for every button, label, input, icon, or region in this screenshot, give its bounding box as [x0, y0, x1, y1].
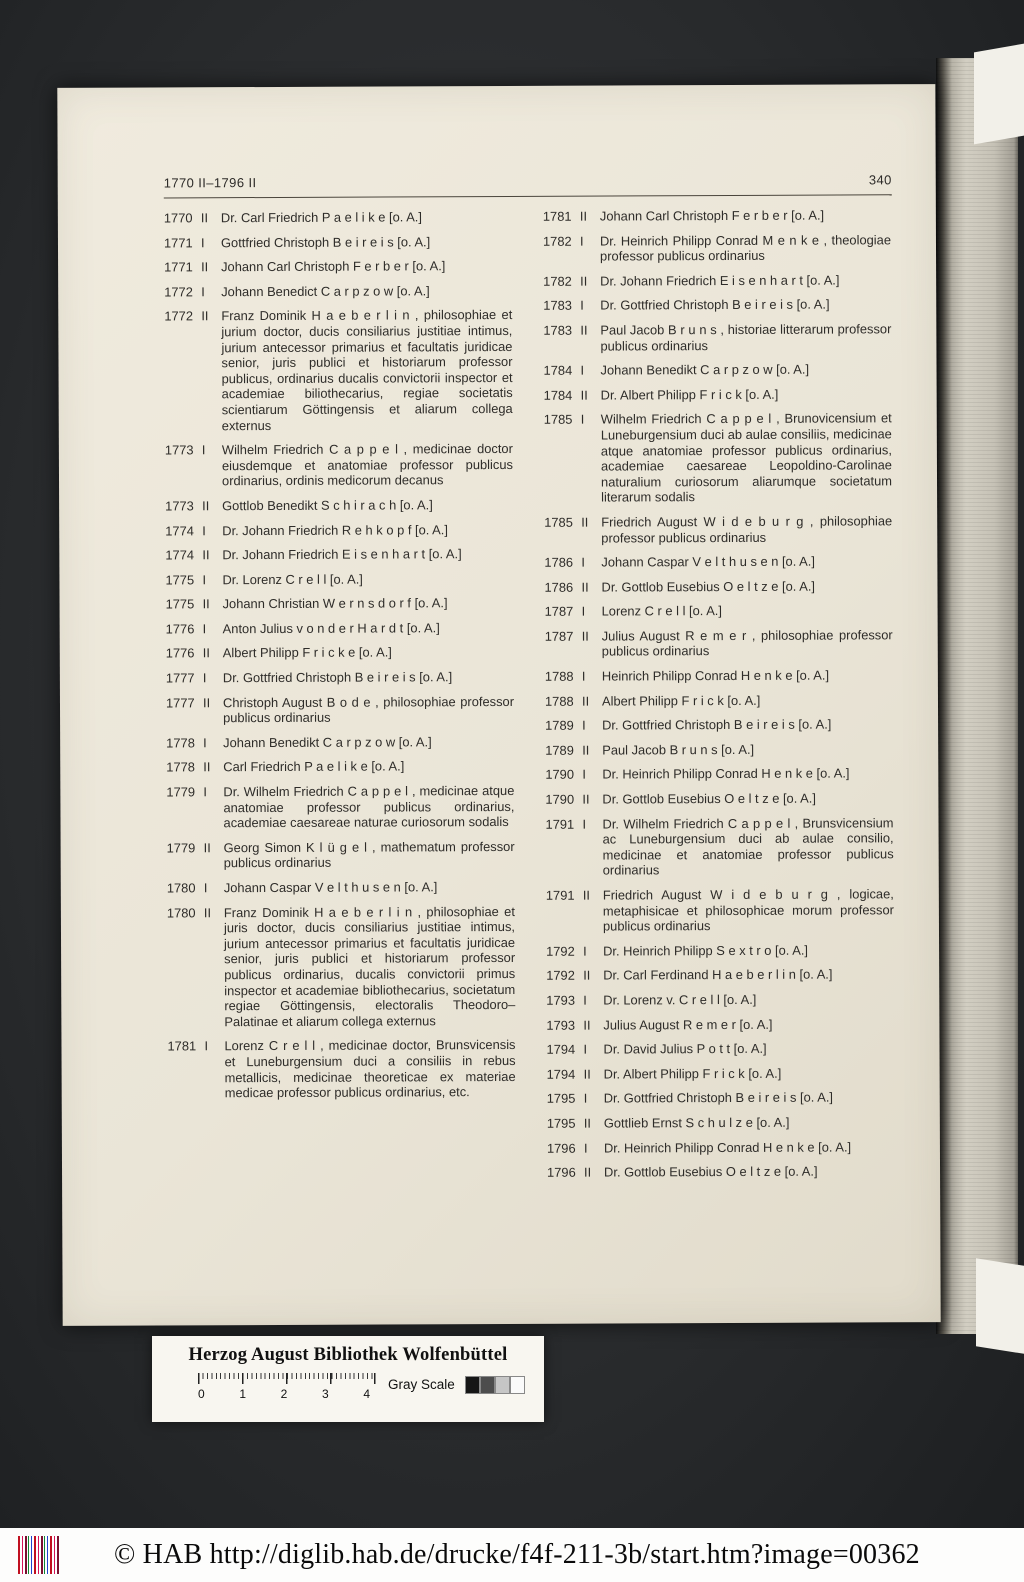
entry-term: II	[581, 628, 589, 644]
entry-term: I	[583, 943, 587, 959]
entry-text: Lorenz C r e l l , medicinae doctor, Brunsvicensis et Luneburgensium duci a consiliis in rebus metallicis, medicinae theoreticae ex materiae medicae professor publicus ordinarius, etc.	[224, 1037, 516, 1101]
entry-text: Johann Carl Christoph F e r b e r [o. A.]	[221, 258, 446, 275]
entry-year: 1771	[164, 259, 193, 275]
entry-text: Wilhelm Friedrich C a p p e l , Brunovicensium et Luneburgensium duci ab aulae consiliis, medicinae atque anatomiae professor publicus ordinarius, academiae caesareae Leopoldino-Carolinae naturalium curiosorum aliarumque societatum literarum sodalis	[600, 410, 893, 505]
entry-term: I	[579, 233, 584, 249]
entry-year: 1780	[166, 880, 196, 896]
entry-year: 1796	[546, 1140, 576, 1156]
ruler-number: 1	[239, 1387, 247, 1401]
entry-columns	[164, 207, 896, 1191]
entry-term: II	[202, 547, 210, 563]
entry-term: II	[580, 322, 588, 338]
entry-term: II	[582, 791, 590, 807]
entry-year: 1793	[546, 1017, 576, 1033]
entry-text: Johann Benedikt C a r p z o w [o. A.]	[600, 361, 810, 378]
entry-text: Lorenz C r e l l [o. A.]	[601, 603, 722, 619]
entry-term: I	[580, 298, 584, 314]
entry-text: Johann Caspar V e l t h u s e n [o. A.]	[223, 879, 438, 896]
entry-text: Dr. Heinrich Philipp Conrad H e n k e [o. A.]	[602, 765, 850, 782]
entry-term: I	[582, 767, 586, 783]
catalog-entry	[545, 741, 893, 758]
ruler	[198, 1373, 376, 1401]
entry-year: 1790	[545, 791, 575, 807]
page-number: 340	[868, 172, 892, 188]
entry-term: II	[203, 840, 211, 856]
footer-url: © HAB http://diglib.hab.de/drucke/f4f-211-3b/start.htm?image=00362	[114, 1539, 920, 1570]
library-name: Herzog August Bibliothek Wolfenbüttel	[188, 1345, 508, 1365]
entry-term: I	[582, 816, 587, 832]
page-corner-top	[974, 44, 1024, 145]
entry-term: I	[583, 1041, 588, 1057]
entry-year: 1791	[545, 816, 575, 832]
column-left	[164, 209, 516, 1191]
entry-year: 1773	[165, 498, 194, 514]
entry-year: 1781	[542, 208, 572, 224]
entry-term: II	[200, 210, 209, 226]
catalog-entry	[544, 553, 892, 570]
entry-text: Dr. Johann Friedrich R e h k o p f [o. A.]	[222, 521, 448, 538]
entry-year: 1780	[166, 904, 196, 921]
entry-term: II	[203, 759, 211, 775]
entry-term: II	[203, 904, 212, 920]
catalog-entry	[166, 734, 514, 751]
catalog-entry	[546, 1016, 894, 1033]
catalog-entry	[165, 497, 513, 514]
gray-swatch	[495, 1376, 510, 1394]
catalog-entry	[545, 717, 893, 734]
catalog-entry	[543, 232, 891, 265]
entry-year: 1789	[545, 717, 574, 734]
entry-year: 1795	[546, 1091, 576, 1107]
entry-text: Dr. Gottlob Eusebius O e l t z e [o. A.]	[601, 578, 816, 595]
entry-year: 1776	[165, 645, 195, 661]
catalog-entry	[547, 1114, 895, 1131]
entry-term: II	[202, 498, 210, 514]
entry-text: Gottlob Benedikt S c h i r a c h [o. A.]	[222, 497, 433, 514]
entry-term: II	[583, 1066, 591, 1082]
entry-text: Dr. Albert Philipp F r i c k [o. A.]	[600, 386, 779, 403]
catalog-entry	[545, 766, 893, 783]
entry-text: Franz Dominik H a e b e r l i n , philosophiae et jurium doctor, ducis consiliarius justitiae intimus, jurium antecessor primarius et facultatis juridicae senior, juris publici et historiarum professor publicus, ordinarius ducalis convictorii inspector et academiae biliothecarius, regiae societatis scientiarum Göttingensis et aliarum collega externus	[221, 307, 513, 433]
catalog-entry	[547, 1139, 895, 1156]
entry-term: I	[202, 522, 206, 538]
entry-term: I	[202, 571, 207, 587]
ruler-ticks	[198, 1373, 376, 1384]
entry-year: 1796	[547, 1164, 576, 1180]
catalog-entry	[546, 1040, 894, 1057]
entry-term: I	[581, 603, 586, 619]
gray-swatch	[480, 1376, 495, 1394]
catalog-entry	[543, 297, 891, 314]
catalog-entry	[545, 667, 893, 684]
entry-term: I	[202, 670, 207, 686]
entry-year: 1785	[544, 514, 573, 530]
entry-text: Dr. Albert Philipp F r i c k [o. A.]	[603, 1065, 782, 1082]
entry-term: I	[581, 554, 586, 570]
entry-text: Julius August R e m e r , philosophiae professor publicus ordinarius	[601, 627, 893, 660]
entry-year: 1787	[544, 628, 574, 644]
entry-year: 1785	[543, 412, 573, 428]
entry-text: Dr. Heinrich Philipp Conrad H e n k e [o. A.]	[603, 1138, 852, 1156]
entry-term: I	[582, 717, 586, 733]
entry-year: 1782	[542, 233, 572, 249]
catalog-entry	[167, 879, 515, 896]
catalog-entry	[545, 603, 893, 620]
entry-year: 1778	[166, 735, 195, 751]
entry-term: II	[201, 259, 209, 275]
entry-year: 1788	[544, 668, 574, 684]
catalog-entry	[167, 904, 516, 1030]
entry-year: 1786	[544, 579, 574, 595]
catalog-entry	[544, 411, 892, 506]
entry-year: 1775	[165, 572, 195, 588]
catalog-entry	[547, 1163, 895, 1180]
entry-term: II	[583, 1017, 591, 1033]
entry-year: 1783	[543, 298, 572, 314]
catalog-entry	[543, 321, 891, 354]
entry-text: Georg Simon K l ü g e l , mathematum professor publicus ordinarius	[223, 838, 515, 871]
catalog-entry	[165, 571, 513, 588]
entry-year: 1795	[546, 1115, 576, 1131]
catalog-entry	[167, 1037, 515, 1101]
entry-text: Albert Philipp F r i c k [o. A.]	[601, 692, 761, 709]
entry-text: Dr. Gottfried Christoph B e i r e i s [o. A.]	[603, 1089, 834, 1106]
catalog-entry	[166, 620, 514, 637]
page-range: 1770 II–1796 II	[163, 175, 257, 191]
catalog-entry	[545, 692, 893, 709]
gray-scale-label: Gray Scale	[388, 1377, 455, 1392]
entry-text: Dr. Gottlob Eusebius O e l t z e [o. A.]	[604, 1163, 818, 1180]
catalog-entry	[546, 942, 894, 959]
entry-text: Carl Friedrich P a e l i k e [o. A.]	[223, 758, 405, 775]
catalog-entry	[545, 815, 893, 879]
catalog-entry	[544, 361, 892, 378]
entry-term: I	[202, 621, 207, 637]
entry-year: 1774	[165, 547, 195, 563]
color-barcode-icon	[18, 1536, 60, 1574]
catalog-entry	[547, 1090, 895, 1107]
entry-term: II	[583, 1115, 592, 1131]
entry-term: II	[202, 596, 210, 612]
page-corner-bottom	[976, 1258, 1024, 1354]
entry-term: I	[580, 362, 585, 378]
entry-year: 1789	[545, 742, 574, 758]
entry-term: II	[583, 967, 591, 984]
entry-year: 1792	[546, 943, 575, 959]
entry-text: Friedrich August W i d e b u r g , logicae, metaphisicae et philosophicae morum professor publicus ordinarius	[602, 886, 894, 934]
entry-text: Johann Caspar V e l t h u s e n [o. A.]	[601, 553, 815, 570]
entry-year: 1771	[163, 234, 193, 251]
catalog-entry	[166, 669, 514, 686]
gray-swatch	[465, 1376, 480, 1394]
entry-term: I	[583, 992, 587, 1008]
entry-text: Franz Dominik H a e b e r l i n , philosophiae et juris doctor, ducis consiliarius justitiae intimus, jurium antecessor primarius et facultatis juridicae senior, juris publici et historiarum professor publicus ordinarius, ducalis convictorii primus inspector et academiae bibliothecarius, societatum regiae Göttingensis, electoralis Theodoro–Palatinae et aliarum collega externus	[223, 903, 516, 1029]
entry-text: Dr. Gottlob Eusebius O e l t z e [o. A.]	[602, 790, 816, 807]
entry-term: I	[203, 784, 208, 800]
entry-text: Dr. Carl Friedrich P a e l i k e [o. A.]	[220, 209, 422, 226]
entry-year: 1778	[166, 759, 195, 775]
entry-term: II	[581, 579, 589, 595]
ruler-number: 0	[198, 1387, 205, 1401]
entry-term: I	[200, 234, 205, 250]
entry-text: Dr. Gottfried Christoph B e i r e i s [o. A.]	[600, 296, 830, 313]
entry-text: Dr. Wilhelm Friedrich C a p p e l , medicinae atque anatomiae professor publicus ordinarius, academiae caesareae naturae curiosorum sodalis	[223, 782, 515, 831]
entry-year: 1783	[543, 322, 573, 338]
entry-year: 1772	[164, 284, 193, 300]
entry-text: Johann Benedict C a r p z o w [o. A.]	[221, 283, 430, 299]
ruler-number: 2	[280, 1387, 288, 1401]
catalog-entry	[166, 783, 514, 831]
entry-text: Paul Jacob B r u n s [o. A.]	[602, 741, 755, 758]
entry-text: Johann Christian W e r n s d o r f [o. A.]	[222, 595, 448, 612]
entry-text: Dr. David Julius P o t t [o. A.]	[603, 1040, 767, 1057]
entry-year: 1786	[544, 554, 574, 570]
entry-year: 1772	[164, 308, 194, 324]
catalog-entry	[546, 991, 894, 1008]
entry-year: 1787	[544, 603, 574, 620]
entry-year: 1774	[165, 522, 194, 538]
entry-term: II	[582, 742, 590, 758]
entry-text: Dr. Lorenz C r e l l [o. A.]	[222, 571, 363, 587]
catalog-entry	[164, 258, 512, 275]
ruler-number: 4	[363, 1387, 370, 1401]
entry-term: II	[581, 514, 589, 530]
ruler-numbers	[198, 1387, 370, 1401]
entry-term: I	[201, 442, 206, 458]
catalog-entry	[164, 307, 513, 433]
entry-text: Gottlieb Ernst S c h u l z e [o. A.]	[603, 1114, 790, 1131]
catalog-entry	[166, 758, 514, 775]
entry-year: 1770	[163, 210, 193, 226]
entry-year: 1779	[166, 840, 196, 856]
gray-swatch	[510, 1376, 525, 1394]
entry-text: Dr. Johann Friedrich E i s e n h a r t [o. A.]	[222, 546, 462, 563]
catalog-entry	[545, 627, 893, 660]
column-right	[543, 207, 895, 1189]
entry-year: 1794	[546, 1041, 576, 1057]
entry-text: Christoph August B o d e , philosophiae professor publicus ordinarius	[222, 693, 515, 726]
entry-year: 1773	[164, 442, 194, 458]
catalog-entry	[165, 546, 513, 563]
catalog-entry	[167, 839, 515, 872]
entry-text: Dr. Gottfried Christoph B e i r e i s [o. A.]	[602, 716, 832, 733]
entry-year: 1777	[165, 670, 195, 686]
catalog-entry	[164, 209, 512, 226]
entry-text: Johann Benedikt C a r p z o w [o. A.]	[223, 734, 432, 751]
calibration-card	[152, 1336, 544, 1422]
entry-year: 1790	[545, 767, 575, 783]
entry-term: I	[203, 735, 207, 751]
entry-term: II	[201, 308, 209, 324]
catalog-entry	[544, 578, 892, 595]
gray-scale-swatches	[465, 1376, 525, 1394]
entry-term: I	[583, 1090, 588, 1106]
book-fore-edge	[936, 58, 1018, 1334]
entry-term: II	[584, 1164, 592, 1180]
entry-term: II	[579, 208, 588, 224]
entry-term: I	[583, 1140, 588, 1156]
entry-text: Dr. Gottfried Christoph B e i r e i s [o. A.]	[222, 669, 453, 686]
catalog-entry	[546, 886, 894, 934]
catalog-entry	[547, 1065, 895, 1082]
entry-term: I	[203, 880, 208, 896]
entry-term: I	[581, 668, 586, 684]
entry-text: Johann Carl Christoph F e r b e r [o. A.]	[599, 207, 825, 224]
catalog-entry	[166, 595, 514, 612]
entry-year: 1781	[167, 1038, 197, 1054]
catalog-entry	[164, 283, 512, 300]
entry-text: Albert Philipp F r i c k e [o. A.]	[222, 644, 392, 661]
catalog-entry	[166, 694, 514, 727]
entry-text: Heinrich Philipp Conrad H e n k e [o. A.]	[601, 667, 830, 684]
entry-term: II	[202, 694, 211, 710]
catalog-entry	[165, 441, 513, 489]
entry-term: II	[580, 387, 588, 403]
entry-term: II	[580, 273, 588, 289]
catalog-entry	[165, 521, 513, 538]
catalog-entry	[546, 967, 894, 984]
entry-text: Anton Julius v o n d e r H a r d t [o. A.]	[222, 620, 440, 637]
catalog-entry	[543, 272, 891, 289]
entry-year: 1779	[166, 784, 196, 800]
entry-year: 1793	[546, 992, 576, 1008]
entry-text: Wilhelm Friedrich C a p p e l , medicinae doctor eiusdemque et anatomiae professor publicus ordinarius, ordinis medicorum decanus	[221, 441, 513, 489]
page-header	[164, 172, 892, 198]
catalog-entry	[543, 207, 891, 224]
ruler-number: 3	[321, 1387, 329, 1401]
calibration-row	[198, 1373, 530, 1401]
entry-text: Julius August R e m e r [o. A.]	[603, 1016, 773, 1033]
entry-year: 1775	[165, 596, 195, 612]
entry-year: 1794	[546, 1066, 576, 1082]
catalog-entry	[164, 234, 512, 251]
scanned-page	[57, 84, 940, 1326]
footer-bar	[0, 1528, 1024, 1582]
entry-text: Dr. Heinrich Philipp S e x t r o [o. A.]	[603, 942, 809, 959]
entry-text: Dr. Heinrich Philipp Conrad M e n k e , theologiae professor publicus ordinarius	[599, 231, 892, 264]
entry-term: I	[580, 411, 585, 427]
catalog-entry	[544, 513, 892, 546]
entry-year: 1784	[543, 387, 573, 403]
entry-text: Paul Jacob B r u n s , historiae litterarum professor publicus ordinarius	[600, 321, 892, 354]
entry-term: I	[204, 1038, 209, 1054]
entry-year: 1784	[543, 362, 573, 378]
catalog-entry	[166, 644, 514, 661]
entry-text: Dr. Johann Friedrich E i s e n h a r t [o. A.]	[600, 272, 840, 289]
entry-text: Gottfried Christoph B e i r e i s [o. A.]	[220, 233, 431, 250]
entry-year: 1792	[546, 968, 575, 984]
entry-year: 1788	[544, 693, 574, 709]
entry-term: II	[202, 645, 210, 661]
entry-year: 1791	[545, 887, 575, 903]
entry-text: Dr. Carl Ferdinand H a e b e r l i n [o. A.]	[603, 966, 833, 983]
catalog-entry	[544, 386, 892, 403]
entry-year: 1777	[165, 694, 195, 711]
entry-text: Dr. Wilhelm Friedrich C a p p e l , Brunsvicensium ac Luneburgensium duci ab aulae consilio, medicinae et anatomiae professor publicus ordinarius	[602, 814, 894, 878]
entry-term: II	[581, 693, 590, 709]
catalog-entry	[545, 790, 893, 807]
entry-text: Friedrich August W i d e b u r g , philosophiae professor publicus ordinarius	[601, 513, 893, 546]
entry-term: I	[201, 284, 205, 300]
entry-text: Dr. Lorenz v. C r e l l [o. A.]	[603, 991, 757, 1008]
entry-term: II	[582, 887, 591, 903]
entry-year: 1782	[543, 273, 572, 289]
entry-year: 1776	[165, 621, 195, 637]
